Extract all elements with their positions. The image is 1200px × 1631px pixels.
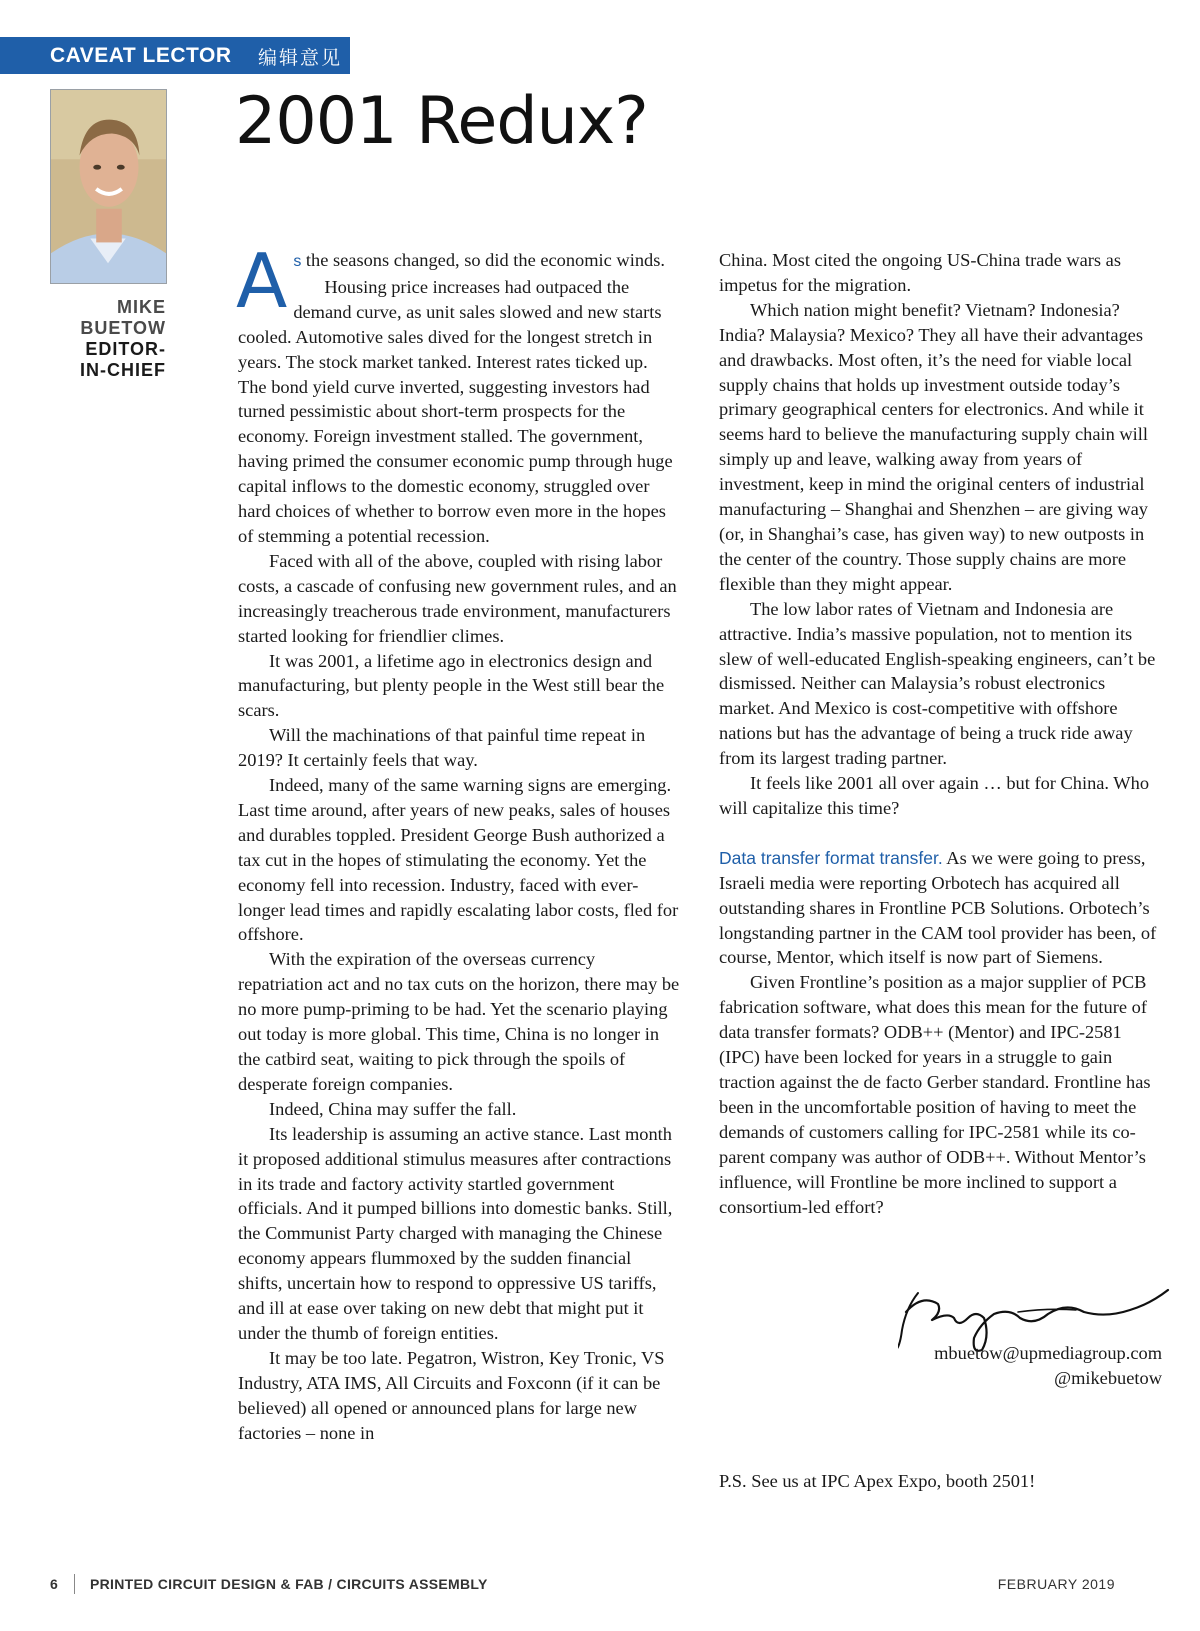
body-paragraph: The low labor rates of Vietnam and Indonesia are attractive. India’s massive population, not to mention its slew of well-educated English-speaking engineers, can’t be dismissed. Neither can Malaysia’s robust electronics market. And Mexico is cost-competitive with offshore nations but has the advantage of being a truck ride away from its largest trading partner. — [719, 598, 1156, 769]
article-title: 2001 Redux? — [235, 84, 648, 159]
author-role-line1: EDITOR- — [85, 339, 166, 359]
author-twitter-handle[interactable]: @mikebuetow — [1054, 1367, 1162, 1388]
page-footer — [50, 1574, 1150, 1596]
author-first-name: MIKE — [117, 297, 166, 317]
lead-text: the seasons changed, so did the economic winds. — [301, 250, 665, 270]
section-label: CAVEAT LECTOR — [50, 44, 232, 67]
author-contact — [830, 1341, 1162, 1391]
lead-paragraph — [236, 237, 680, 325]
article-column-right — [719, 248, 1162, 1219]
author-last-name: BUETOW — [80, 318, 166, 338]
article-column-left — [236, 237, 680, 1446]
body-paragraph: Its leadership is assuming an active stance. Last month it proposed additional stimulus measures after contractions in its trade and factory activity startled government officials. And it pumped billions into domestic banks. Still, the Communist Party charged with managing the Chinese economy appears flummoxed by the sudden financial shifts, uncertain how to respond to oppressive US tariffs, and ill at ease over taking on new debt that might put it under the thumb of foreign entities. — [238, 1123, 673, 1343]
body-paragraph: Housing price increases had outpaced the demand curve, as unit sales slowed and new starts cooled. Automotive sales dived for the longest stretch in years. The stock market tanked. Interest rates ticked up. The bond yield curve inverted, suggesting investors had turned pessimistic about short-term prospects for the economy. Foreign investment stalled. The government, having primed the consumer economic pump through huge capital inflows to the domestic economy, struggled over hard choices of whether to borrow even more in the hopes of stemming a potential recession. — [238, 276, 673, 546]
body-paragraph: It was 2001, a lifetime ago in electronics design and manufacturing, but plenty people in the West still bear the scars. — [238, 650, 665, 721]
author-role-line2: IN-CHIEF — [80, 360, 166, 380]
page-number: 6 — [50, 1576, 58, 1592]
publication-name: PRINTED CIRCUIT DESIGN & FAB / CIRCUITS ASSEMBLY — [90, 1576, 488, 1592]
body-paragraph: Faced with all of the above, coupled with rising labor costs, a cascade of confusing new government rules, and an increasingly treacherous trade environment, manufacturers started looking for friendlier climes. — [238, 550, 677, 646]
drop-cap: A — [236, 237, 288, 325]
subhead: Data transfer format transfer. — [719, 847, 943, 868]
subhead-text: As we were going to press, Israeli media were reporting Orbotech has acquired all outstanding shares in Frontline PCB Solutions. Orbotech’s longstanding partner in the CAM tool provider has been, of course, Mentor, which itself is now part of Siemens. — [719, 847, 1157, 968]
body-paragraph: Which nation might benefit? Vietnam? Indonesia? India? Malaysia? Mexico? They all have their advantages and drawbacks. Most often, it’s the need for viable local supply chains that holds up investment outside today’s primary geographical centers for electronics. And while it seems hard to believe the manufacturing supply chain will simply up and leave, walking away from years of investment, keep in mind the original centers of industrial manufacturing – Shanghai and Shenzhen – are giving way (or, in Shanghai’s case, has given way) to new outposts in the center of the country. Those supply chains are more flexible than they might appear. — [719, 299, 1148, 594]
body-paragraph: It may be too late. Pegatron, Wistron, Key Tronic, VS Industry, ATA IMS, All Circuits and Foxconn (if it can be believed) all opened or announced plans for large new factories – none in — [238, 1347, 665, 1443]
continuation-paragraph: China. Most cited the ongoing US-China trade wars as impetus for the migration. — [719, 250, 1121, 295]
section-banner — [0, 37, 350, 74]
subhead-paragraph — [719, 846, 1162, 971]
postscript: P.S. See us at IPC Apex Expo, booth 2501! — [719, 1471, 1036, 1491]
body-paragraph: Indeed, China may suffer the fall. — [269, 1098, 517, 1119]
section-label-cn: 编辑意见 — [258, 47, 343, 69]
author-photo — [50, 89, 167, 284]
body-paragraph: Indeed, many of the same warning signs are emerging. Last time around, after years of new peaks, sales of houses and durables toppled. President George Bush authorized a tax cut in the hopes of stimulating the economy. Yet the economy fell into recession. Industry, faced with ever-longer lead times and rapidly escalating labor costs, fled for offshore. — [238, 775, 679, 945]
section-gap — [719, 821, 1162, 846]
author-byline — [50, 297, 166, 381]
body-paragraph: Given Frontline’s position as a major supplier of PCB fabrication software, what does this mean for the future of data transfer formats? ODB++ (Mentor) and IPC-2581 (IPC) have been locked for years in a struggle to gain traction against the de facto Gerber standard. Frontline has been in the uncomfortable position of having to meet the demands of customers calling for IPC-2581 while its co-parent company was author of ODB++. Without Mentor’s influence, will Frontline be more inclined to support a consortium-led effort? — [719, 972, 1151, 1217]
lead-first-word: s — [293, 253, 302, 270]
footer-divider — [74, 1574, 75, 1594]
issue-date: FEBRUARY 2019 — [997, 1576, 1115, 1592]
body-paragraph: It feels like 2001 all over again … but for China. Who will capitalize this time? — [719, 773, 1150, 818]
author-email[interactable]: mbuetow@upmediagroup.com — [934, 1343, 1162, 1363]
body-paragraph: Will the machinations of that painful time repeat in 2019? It certainly feels that way. — [238, 725, 646, 771]
body-paragraph: With the expiration of the overseas currency repatriation act and no tax cuts on the horizon, there may be no more pump-priming to be had. Yet the scenario playing out today is more global. This time, China is no longer in the catbird seat, waiting to pick through the spoils of desperate foreign companies. — [238, 949, 680, 1094]
